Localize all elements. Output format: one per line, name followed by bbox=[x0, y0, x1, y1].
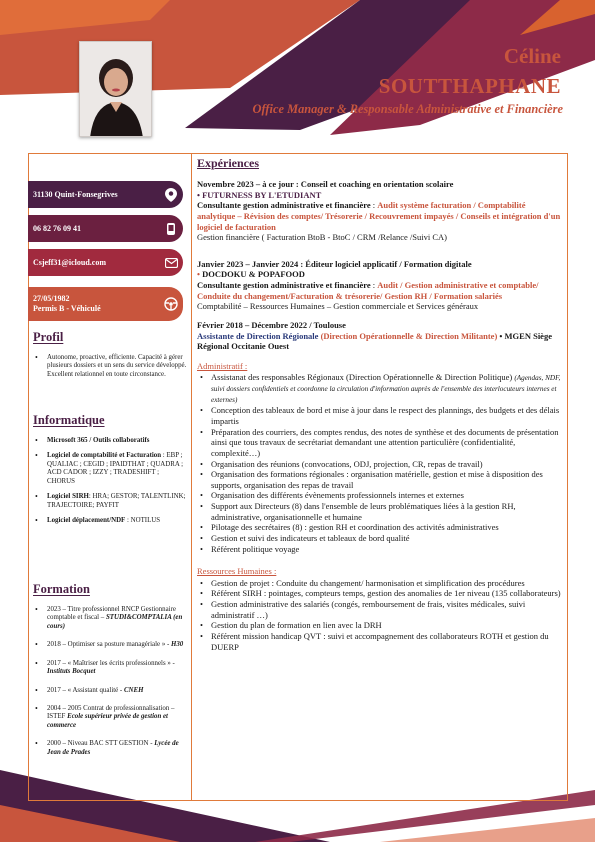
admin-item: • Pilotage des secrétaires (8) : gestion RH et coordination des activités administratives bbox=[197, 522, 565, 533]
experience-3: Février 2018 – Décembre 2022 / Toulouse Assistante de Direction Régionale (Direction Opérationnelle & Direction Militante) • MGEN Siège Régional Occitanie Ouest Administratif : • Assistanat des responsables Régionaux (Direction Opérationnelle & Direction Politique) (Agendas, NDF, suivi dossiers confidentiels et coordonne la circulation d'information auprès de l'ensemble des interlocuteurs internes et externes) • Conception des tableaux de bord et mise à jour dans le respect des plannings, des budgets et des délais impartis • Préparation des courriers, des comptes rendus, des notes de synthèse et des documents de présentation ainsi que tous travaux de secrétariat demandant une attention particulière (confidentialité, complexité…) • Organisation des réunions (convocations, ODJ, projection, CR, repas de travail) • Organisation des formations régionales : organisation matérielle, gestion et mise à disposition des supports, organisation des repas de travail • Organisation des différents évènements professionnels internes et externes • Support aux Directeurs (8) dans l'ensemble de leurs problématiques liées à la gestion RH, administrative, organisationnelle et humaine • Pilotage des secrétaires (8) : gestion RH et coordination des activités administratives • Gestion et suivi des indicateurs et tableaux de bord qualité • Référent politique voyage Ressources Humaines : • Gestion de projet : Conduite du changement/ harmonisation et simplification des procédures • Référent SIRH : pointages, compteurs temps, gestion des anomalies de 1er niveau (135 collaborateurs) • Gestion administrative des salariés (congés, remboursement de frais, visites médicales, suivi administratif …) • Gestion du plan de formation en lien avec la DRH • Référent mission handicap QVT : suivi et accompagnement des collaborateurs ROTH et gestion du DUERP bbox=[197, 320, 565, 652]
admin-list bbox=[197, 372, 565, 554]
informatique-item: • Logiciel SIRH: HRA; GESTOR; TALENTLINK; TRAJECTOIRE; PAYFIT bbox=[35, 493, 187, 510]
rh-list bbox=[197, 578, 565, 652]
admin-item: • Organisation des réunions (convocations, ODJ, projection, CR, repas de travail) bbox=[197, 459, 565, 470]
phone-icon bbox=[162, 220, 180, 238]
formation-heading: Formation bbox=[33, 582, 90, 596]
phone-text: 06 82 76 09 41 bbox=[33, 224, 81, 233]
admin-item: • Conception des tableaux de bord et mise à jour dans le respect des plannings, des budgets et des délais impartis bbox=[197, 405, 565, 426]
main-content bbox=[197, 155, 565, 795]
formation-item: • 2017 – « Maîtriser les écrits professionnels » - Instituts Bocquet bbox=[35, 660, 187, 677]
steering-wheel-icon bbox=[162, 295, 180, 313]
portrait-image bbox=[80, 42, 152, 137]
informatique-list bbox=[35, 437, 187, 525]
rh-item: • Gestion du plan de formation en lien avec la DRH bbox=[197, 620, 565, 631]
exp1-company: • FUTURNESS BY L'ETUDIANT bbox=[197, 189, 322, 200]
informatique-item: • Logiciel déplacement/NDF : NOTILUS bbox=[35, 517, 187, 525]
profile-photo bbox=[79, 41, 152, 137]
first-name: Céline bbox=[503, 44, 561, 68]
admin-item: • Organisation des formations régionales : organisation matérielle, gestion et mise à disposition des supports, organisation des repas de travail bbox=[197, 469, 565, 490]
address-text: 31130 Quint-Fonsegrives bbox=[33, 190, 118, 199]
exp3-date: Février 2018 – Décembre 2022 / Toulouse bbox=[197, 319, 346, 330]
rh-item: • Référent mission handicap QVT : suivi et accompagnement des collaborateurs ROTH et gestion du DUERP bbox=[197, 631, 565, 652]
contact-phone[interactable] bbox=[28, 215, 183, 242]
contact-address bbox=[28, 181, 183, 208]
formation-item: • 2023 – Titre professionnel RNCP Gestionnaire comptable et fiscal – STUDI&COMPTALIA (en cours) bbox=[35, 606, 187, 631]
exp2-company: DOCDOKU & POPAFOOD bbox=[202, 269, 305, 280]
profil-text: • Autonome, proactive, efficiente. Capacité à gérer plusieurs dossiers et un sens du service développé. Excellent relationnel en toute circonstance. bbox=[35, 354, 187, 379]
informatique-item: • Logiciel de comptabilité et Facturation : EBP ; QUALIAC ; CEGID ; IPAIDTHAT ; QUADRA ; ACD CADOR ; IZZY ; TRADESHIFT ; CHORUS bbox=[35, 452, 187, 486]
admin-item: • Gestion et suivi des indicateurs et tableaux de bord qualité bbox=[197, 533, 565, 544]
license-text: Permis B - Véhiculé bbox=[33, 304, 101, 313]
birthdate-text: 27/05/1982 bbox=[33, 294, 70, 304]
formation-item: • 2017 – « Assistant qualité - CNEH bbox=[35, 687, 187, 695]
formation-item: • 2004 – 2005 Contrat de professionnalisation – ISTEF Ecole supérieur privée de gestion et commerce bbox=[35, 705, 187, 730]
contact-email[interactable] bbox=[28, 249, 183, 276]
admin-item: • Préparation des courriers, des comptes rendus, des notes de synthèse et des documents de présentation ainsi que tous travaux de secrétariat demandant une attention particulière (confidentialité, complexité…) bbox=[197, 427, 565, 459]
experiences-heading: Expériences bbox=[197, 156, 259, 170]
admin-item: • Support aux Directeurs (8) dans l'ensemble de leurs problématiques liées à la gestion RH, administrative, organisationnelle et humaine bbox=[197, 501, 565, 522]
profil-list bbox=[35, 354, 187, 379]
admin-item: • Référent politique voyage bbox=[197, 544, 565, 555]
mail-icon bbox=[162, 254, 180, 272]
last-name: SOUTTHAPHANE bbox=[378, 74, 561, 98]
formation-item: • 2000 – Niveau BAC STT GESTION - Lycée de Jean de Prades bbox=[35, 740, 187, 757]
rh-item: • Référent SIRH : pointages, compteurs temps, gestion des anomalies de 1er niveau (135 collaborateurs) bbox=[197, 588, 565, 599]
rh-heading: Ressources Humaines : bbox=[197, 566, 277, 577]
formation-item: • 2018 – Optimiser sa posture managériale » - H30 bbox=[35, 641, 187, 649]
profil-heading: Profil bbox=[33, 330, 64, 344]
contact-birth-license bbox=[28, 287, 183, 321]
exp1-extra: Gestion financière ( Facturation BtoB - BtoC / CRM /Relance /Suivi CA) bbox=[197, 232, 448, 243]
sidebar bbox=[28, 153, 192, 801]
job-title: Office Manager & Responsable Administrative et Financière bbox=[252, 102, 563, 116]
rh-item: • Gestion de projet : Conduite du changement/ harmonisation et simplification des procédures bbox=[197, 578, 565, 589]
informatique-item: • Microsoft 365 / Outils collaboratifs bbox=[35, 437, 187, 445]
location-pin-icon bbox=[162, 186, 180, 204]
experience-1: Novembre 2023 – à ce jour : Conseil et coaching en orientation scolaire • FUTURNESS BY L'ETUDIANT Consultante gestion administrative et financière : Audit système facturation / Comptabilité analytique – Révision des comptes/ Trésorerie / Recouvrement impayés / Conseils et intégration d'un logiciel de facturation Gestion financière ( Facturation BtoB - BtoC / CRM /Relance /Suivi CA) bbox=[197, 179, 565, 243]
informatique-heading: Informatique bbox=[33, 413, 105, 427]
admin-heading: Administratif : bbox=[197, 360, 248, 371]
exp2-extra: Comptabilité – Ressources Humaines – Gestion commerciale et Services généraux bbox=[197, 301, 479, 312]
admin-item: • Organisation des différents évènements professionnels internes et externes bbox=[197, 490, 565, 501]
formation-list bbox=[35, 606, 187, 757]
email-text: Csjeff31@icloud.com bbox=[33, 258, 106, 267]
admin-item: • Assistanat des responsables Régionaux (Direction Opérationnelle & Direction Politique) (Agendas, NDF, suivi dossiers confidentiels et coordonne la circulation d'information auprès de l'ensemble des interlocuteurs internes et externes) bbox=[197, 372, 565, 405]
rh-item: • Gestion administrative des salariés (congés, remboursement de frais, visites médicales, suivi administratif …) bbox=[197, 599, 565, 620]
experience-2: Janvier 2023 – Janvier 2024 : Éditeur logiciel applicatif / Formation digitale • DOCDOKU & POPAFOOD Consultante gestion administrative et financière : Audit / Gestion administrative et comptable/ Conduite du changement/Facturation & trésorerie/ Gestion RH / Formation salariés Comptabilité – Ressources Humaines – Gestion commerciale et Services généraux bbox=[197, 259, 565, 312]
